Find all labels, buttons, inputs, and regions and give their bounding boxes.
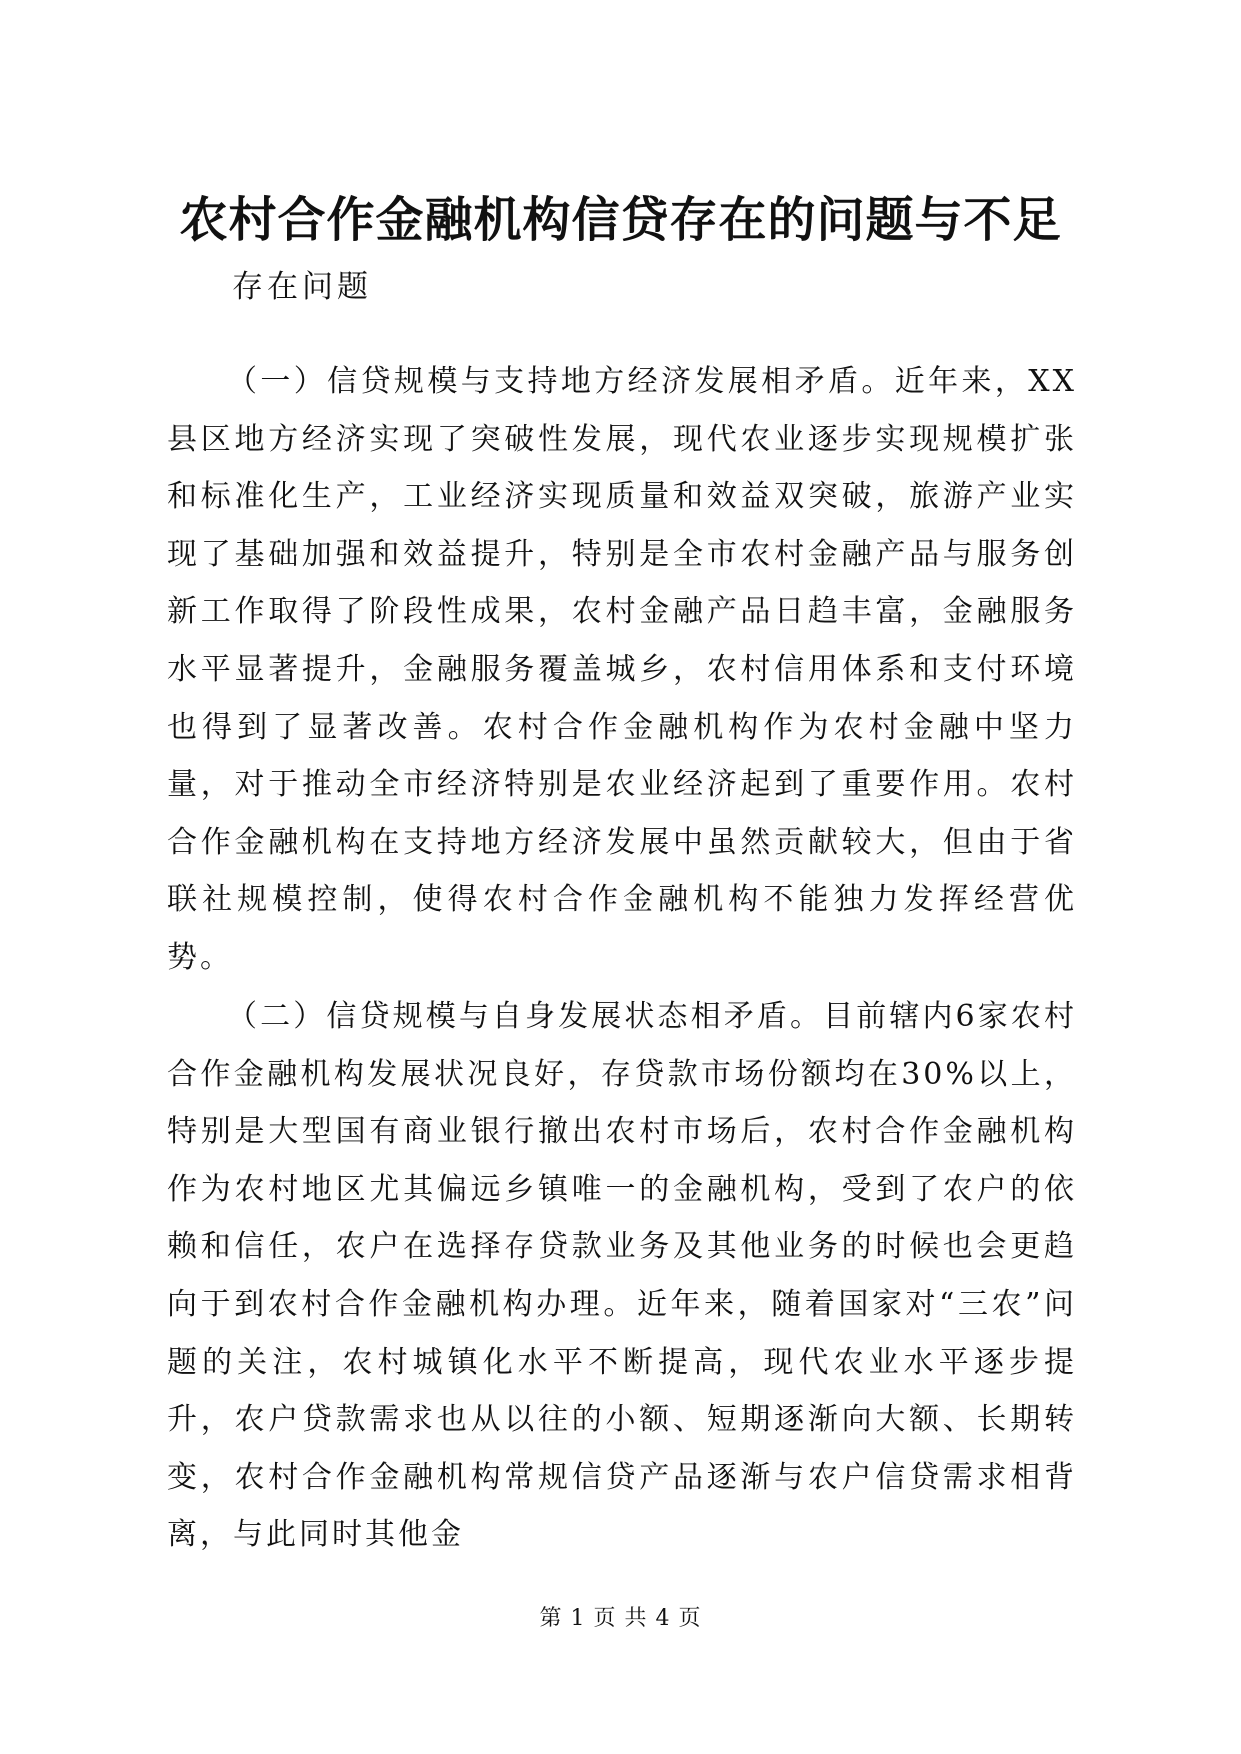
document-title: 农村合作金融机构信贷存在的问题与不足 bbox=[179, 192, 1062, 248]
paragraph-1: （一）信贷规模与支持地方经济发展相矛盾。近年来，XX县区地方经济实现了突破性发展，现代农业逐步实现规模扩张和标准化生产，工业经济实现质量和效益双突破，旅游产业实现了基础加强和效益提升，特别是全市农村金融产品与服务创新工作取得了阶段性成果，农村金融产品日趋丰富，金融服务水平显著提升，金融服务覆盖城乡，农村信用体系和支付环境也得到了显著改善。农村合作金融机构作为农村金融中坚力量，对于推动全市经济特别是农业经济起到了重要作用。农村合作金融机构在支持地方经济发展中虽然贡献较大，但由于省联社规模控制，使得农村合作金融机构不能独力发挥经营优势。 bbox=[167, 364, 1077, 975]
paragraph-2: （二）信贷规模与自身发展状态相矛盾。目前辖内6家农村合作金融机构发展状况良好，存贷款市场份额均在30%以上，特别是大型国有商业银行撤出农村市场后，农村合作金融机构作为农村地区尤其偏远乡镇唯一的金融机构，受到了农户的依赖和信任，农户在选择存贷款业务及其他业务的时候也会更趋向于到农村合作金融机构办理。近年来，随着国家对“三农”问题的关注，农村城镇化水平不断提高，现代农业水平逐步提升，农户贷款需求也从以往的小额、短期逐渐向大额、长期转变，农村合作金融机构常规信贷产品逐渐与农户信贷需求相背离，与此同时其他金 bbox=[167, 999, 1077, 1553]
page-footer: 第 1 页 共 4 页 bbox=[539, 1606, 702, 1631]
section-heading: 存在问题 bbox=[232, 269, 372, 305]
